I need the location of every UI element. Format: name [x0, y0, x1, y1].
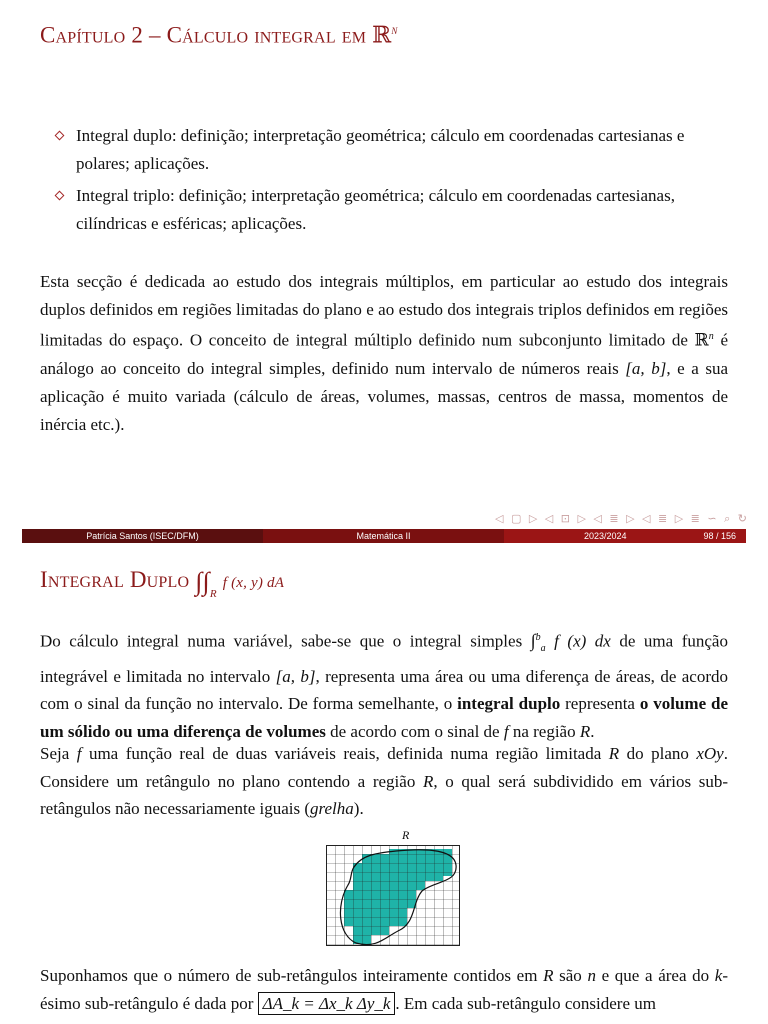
area-formula-box: ΔA_k = Δx_k Δy_k — [258, 992, 396, 1015]
figure-region-label: R — [402, 828, 410, 842]
interval-math: [a, b] — [625, 359, 667, 379]
list-item-text: Integral duplo: definição; interpretação geométrica; cálculo em coordenadas cartesianas e polares; aplicações. — [76, 126, 685, 173]
topic-list — [56, 122, 726, 242]
grid-region-figure — [326, 845, 460, 946]
para-text: de acordo com o sinal de — [325, 721, 504, 741]
section-title-text: Integral Duplo — [40, 567, 196, 592]
upper-limit: b — [535, 632, 541, 643]
emphasis: integral duplo — [457, 694, 561, 714]
para-text: -ésimo sub-retângulo é dada por — [40, 966, 728, 1013]
math-var: R — [422, 771, 434, 791]
interval-math: [a, b] — [275, 666, 316, 686]
footer-year: 2023/2024 — [584, 531, 627, 541]
emphasis: grelha — [310, 799, 354, 819]
subrectangle-paragraph — [40, 962, 728, 1017]
math-var: R — [608, 744, 620, 763]
region-paragraph — [40, 740, 728, 823]
diamond-bullet-icon — [55, 131, 65, 141]
integral-region: R — [209, 588, 217, 600]
para-text: são — [553, 966, 588, 985]
double-integral-symbol: ∫∫ — [195, 567, 210, 596]
footer-course: Matemática II — [263, 529, 504, 543]
para-text: e que a área do — [595, 966, 715, 985]
intro-paragraph — [40, 268, 728, 438]
para-text: uma função real de duas variáveis reais, definida numa região limitada — [81, 744, 609, 763]
real-set-symbol: ℝ — [694, 330, 709, 351]
double-integral-intro — [40, 624, 728, 745]
math-var: n — [587, 966, 596, 985]
math-var: k — [714, 966, 723, 985]
para-text: , representa uma área ou uma diferença de áreas, de acordo com o sinal da função no intervalo. De forma semelhante, o — [40, 666, 729, 714]
math-var: R — [579, 721, 591, 741]
emphasis: o volume de um sólido ou uma diferença de volumes — [40, 694, 728, 741]
para-text: do plano — [619, 744, 697, 763]
para-text: representa — [560, 694, 640, 714]
footer-meta — [504, 529, 746, 543]
para-text: . Em cada sub-retângulo considere um — [395, 993, 656, 1013]
lower-limit: a — [540, 643, 546, 655]
integral-symbol: ∫ — [530, 630, 536, 651]
para-text: ). — [353, 799, 364, 819]
para-text: na região — [508, 721, 580, 741]
para-text: . Considere um retângulo no plano contendo a região — [40, 744, 728, 791]
para-exponent: n — [708, 331, 714, 343]
chapter-title-text: Capítulo 2 – Cálculo integral em — [40, 22, 373, 48]
para-text: Seja — [40, 744, 77, 763]
footer-bar — [22, 529, 746, 543]
para-text: , o qual será subdividido em vários sub-retângulos não necessariamente iguais ( — [40, 771, 728, 819]
math-var: xOy — [696, 744, 724, 763]
para-text: Esta secção é dedicada ao estudo dos integrais múltiplos, em particular ao estudo dos integrais duplos definidos em regiões limitadas do plano e ao estudo dos integrais triplos definidos em regiões limitadas do espaço. O conceito de integral múltiplo definido num subconjunto limitado de — [40, 272, 728, 350]
para-text: é análogo ao conceito do integral simples, definido num intervalo de números reais — [40, 330, 728, 379]
para-text: , e a sua aplicação é muito variada (cálculo de áreas, volumes, massas, centros de massa, momentos de inércia etc.). — [40, 359, 728, 434]
list-item — [56, 122, 726, 178]
integrand: f (x) dx — [545, 631, 611, 651]
math-var: R — [543, 966, 554, 985]
para-text: Do cálculo integral numa variável, sabe-se que o integral simples — [40, 631, 531, 651]
beamer-navigation-icons[interactable]: ◁ ▢ ▷ ◁ ⊡ ▷ ◁ ≣ ▷ ◁ ≣ ▷ ≣ ∽ ⌕ ↻ — [495, 512, 749, 525]
para-text: . — [590, 721, 595, 741]
footer-page: 98 / 156 — [703, 531, 736, 541]
para-text: de uma função integrável e limitada no intervalo — [40, 631, 728, 686]
title-exponent: n — [391, 22, 398, 37]
diamond-bullet-icon — [55, 191, 65, 201]
chapter-title — [40, 22, 398, 49]
list-item — [56, 182, 726, 238]
list-item-text: Integral triplo: definição; interpretação geométrica; cálculo em coordenadas cartesianas, cilíndricas e esféricas; aplicações. — [76, 186, 675, 233]
math-var: f — [76, 744, 82, 763]
real-set-symbol: ℝ — [372, 22, 392, 49]
math-var: f — [503, 721, 509, 741]
para-text: Suponhamos que o número de sub-retângulos inteiramente contidos em — [40, 966, 544, 985]
integrand: f (x, y) dA — [222, 575, 285, 591]
footer-author: Patrícia Santos (ISEC/DFM) — [22, 529, 263, 543]
section-title — [40, 564, 285, 600]
